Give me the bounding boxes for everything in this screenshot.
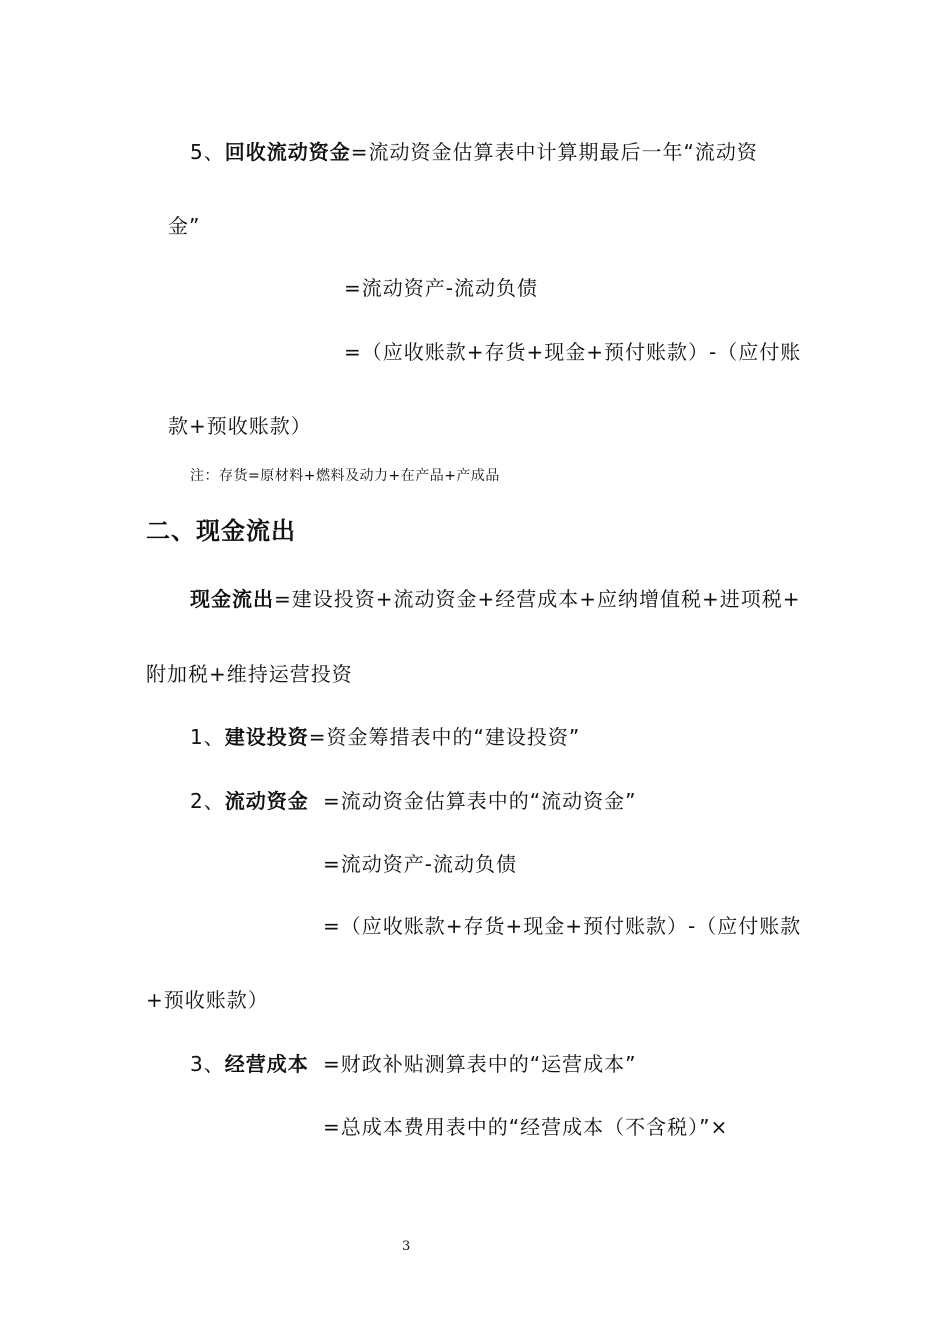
item-5-line-2: 金” <box>168 214 201 238</box>
item-3-term: 经营成本 <box>224 1052 309 1076</box>
item-2-term: 流动资金 <box>224 789 309 813</box>
item-3-number: 3、 <box>190 1052 225 1076</box>
item-3-text-2: =总成本费用表中的“经营成本（不含税）”× <box>323 1115 729 1139</box>
item-5-number: 5、 <box>190 140 225 164</box>
item-2-text-4: +预收账款） <box>146 988 269 1012</box>
item-3-line-1 <box>190 1050 309 1078</box>
item-2-text-1: =流动资金估算表中的“流动资金” <box>323 789 637 813</box>
item-1-line <box>190 723 580 751</box>
section-heading-cash-outflow: 二、现金流出 <box>146 517 296 545</box>
item-2-text-3: =（应收账款+存货+现金+预付账款）-（应付账款 <box>323 914 802 938</box>
item-2-line-1 <box>190 787 309 815</box>
item-1-text: =资金筹措表中的“建设投资” <box>308 725 581 749</box>
inventory-note: 注：存货=原材料+燃料及动力+在产品+产成品 <box>190 468 500 484</box>
cash-outflow-intro-line-2: 附加税+维持运营投资 <box>146 662 353 686</box>
cash-outflow-term: 现金流出 <box>190 587 274 611</box>
item-1-number: 1、 <box>190 725 225 749</box>
cash-outflow-intro-line-1 <box>190 585 801 613</box>
item-5-line-5: 款+预收账款） <box>168 414 312 438</box>
item-2-text-2: =流动资产-流动负债 <box>323 852 517 876</box>
item-5-line-1 <box>190 138 758 166</box>
item-2-number: 2、 <box>190 789 225 813</box>
page-number: 3 <box>402 1239 411 1254</box>
item-5-term: 回收流动资金 <box>224 140 351 164</box>
item-5-line-3: =流动资产-流动负债 <box>344 276 538 300</box>
item-1-term: 建设投资 <box>224 725 309 749</box>
item-3-text-1: =财政补贴测算表中的“运营成本” <box>323 1052 637 1076</box>
item-5-text-1: =流动资金估算表中计算期最后一年“流动资 <box>350 140 758 164</box>
cash-outflow-intro-text-1: =建设投资+流动资金+经营成本+应纳增值税+进项税+ <box>274 587 801 611</box>
item-5-line-4: =（应收账款+存货+现金+预付账款）-（应付账 <box>344 340 802 364</box>
